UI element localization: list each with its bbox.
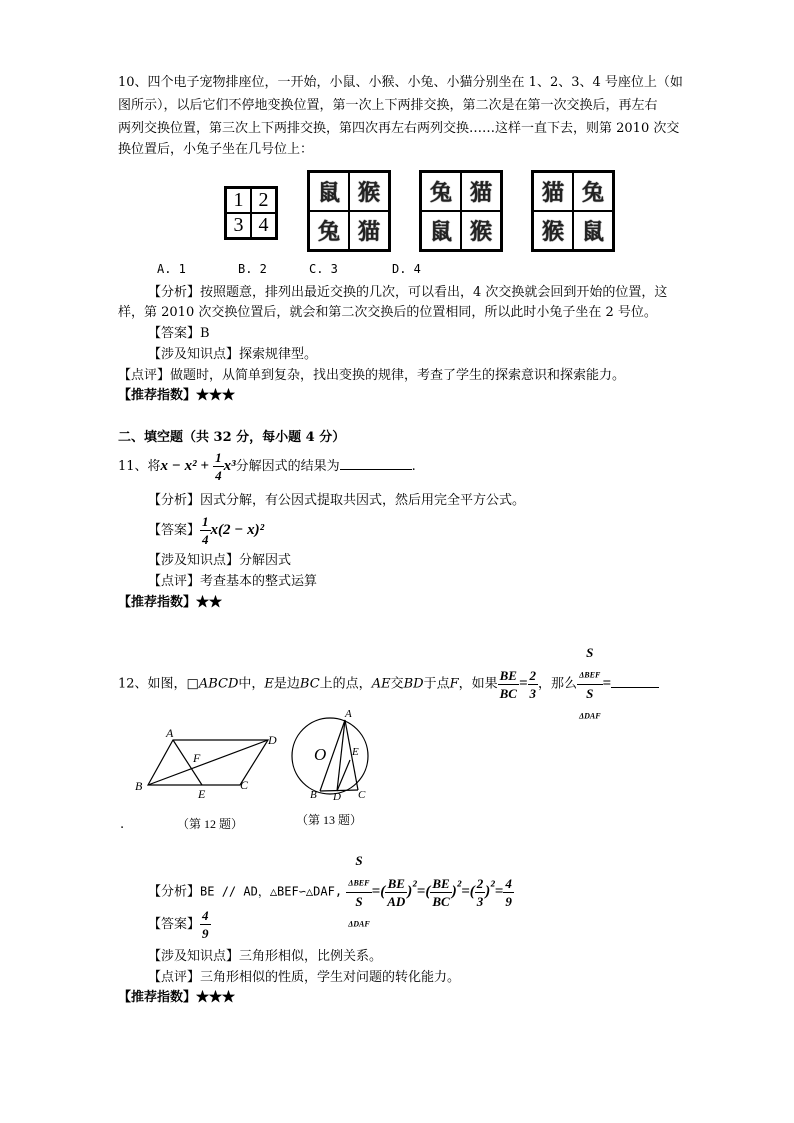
diagonal-bd: [148, 740, 268, 785]
label-e: E: [352, 746, 359, 758]
q11-fraction: $\frac{1}{4}$: [215, 450, 222, 483]
pet-arrangement-initial: [307, 170, 391, 252]
pet-mouse: 鼠: [573, 211, 613, 250]
q10-line-1: 10、四个电子宠物排座位，一开始，小鼠、小猴、小兔、小猫分别坐在 1、2、3、4 号座位上（如: [118, 75, 683, 90]
star-rating: ★★★: [196, 990, 236, 1005]
q12-knowledge: 【涉及知识点】三角形相似，比例关系。: [148, 949, 383, 964]
option-c: C. 3: [309, 262, 338, 276]
q12-analysis: 【分析】BE // AD，△BEF∽△DAF, S $_{\Delta BEF}$ S $_{\Delta DAF}$ =( $\frac{BE}{AD}$ )$^{^2}$=( $\frac{BE}{BC}$ )$^{^2}$=( $\frac{2}{3}$ )$^{^2}$= $\frac{4}{9}$: [148, 853, 512, 929]
pet-monkey: 猴: [461, 211, 501, 250]
fig13-caption: （第 13 题）: [296, 813, 363, 827]
pet-monkey: 猴: [533, 211, 573, 250]
q11-recommend: 【推荐指数】★★: [118, 595, 223, 610]
q11-answer: 【答案】 $\frac{1}{4}$ x(2 − x)²: [148, 514, 265, 547]
seat-2: 2: [251, 188, 276, 213]
parallelogram-figure: [148, 740, 268, 785]
label-d: D: [268, 733, 277, 747]
q10-knowledge: 【涉及知识点】探索规律型。: [148, 347, 318, 362]
answer-blank: [340, 469, 412, 470]
pet-monkey: 猴: [349, 172, 389, 211]
star-rating: ★★★: [196, 388, 236, 403]
q10-analysis-1: 【分析】按照题意，排列出最近交换的几次，可以看出，4 次交换就会回到开始的位置，这: [148, 285, 668, 300]
label-a: A: [345, 708, 352, 720]
q12-q13-figures: [128, 700, 388, 835]
option-d: D. 4: [392, 262, 421, 276]
q10-line-4: 换位置后，小兔子坐在几号位上：: [118, 142, 314, 157]
q12-question: 12、如图，□ABCD中，E是边BC上的点，AE交BD于点F，如果 $\frac{BE}{BC}$ = $\frac{2}{3}$ ，那么 S $_{\Delta BEF}$ S $_{\Delta DAF}$ =: [118, 644, 659, 724]
option-b: B. 2: [238, 262, 267, 276]
label-b: B: [135, 779, 143, 793]
label-o: O: [314, 745, 327, 764]
pet-cat: 猫: [533, 172, 573, 211]
seat-number-grid: [224, 186, 278, 240]
pet-cat: 猫: [349, 211, 389, 250]
answer-blank: [611, 687, 659, 688]
q10-recommend: 【推荐指数】★★★: [118, 388, 236, 403]
q10-analysis-2: 样，第 2010 次交换位置后，就会和第二次交换后的位置相同，所以此时小兔子坐在 2 号位。: [118, 305, 657, 320]
option-a: A. 1: [157, 262, 186, 276]
q10-line-3: 两列交换位置，第三次上下两排交换，第四次再左右两列交换……这样一直下去，则第 2010 次交: [118, 121, 680, 136]
pet-arrangement-swap-1: [419, 170, 503, 252]
pet-mouse: 鼠: [309, 172, 349, 211]
label-e: E: [198, 787, 206, 801]
star-rating: ★★: [196, 595, 223, 610]
q11-comment: 【点评】考查基本的整式运算: [148, 574, 318, 589]
q10-comment: 【点评】做题时，从简单到复杂，找出变换的规律，考查了学生的探索意识和探索能力。: [118, 368, 626, 383]
fig12-caption: （第 12 题）: [177, 817, 244, 831]
pet-rabbit: 兔: [421, 172, 461, 211]
label-a: A: [166, 726, 174, 740]
q11-analysis: 【分析】因式分解，有公因式提取共因式，然后用完全平方公式。: [148, 493, 526, 508]
seat-1: 1: [226, 188, 251, 213]
label-b: B: [310, 789, 317, 801]
label-f: F: [193, 751, 201, 765]
label-c: C: [240, 778, 249, 792]
q12-answer: 【答案】 $\frac{4}{9}$: [148, 908, 209, 941]
q10-line-2: 图所示），以后它们不停地变换位置，第一次上下两排交换，第二次是在第一次交换后，再左右: [118, 98, 658, 113]
q11-knowledge: 【涉及知识点】分解因式: [148, 553, 292, 568]
q11-question: 11、将x − x² + $\frac{1}{4}$ x³分解因式的结果为 .: [118, 450, 416, 483]
pet-mouse: 鼠: [421, 211, 461, 250]
seat-4: 4: [251, 213, 276, 238]
seat-3: 3: [226, 213, 251, 238]
stray-dot: .: [120, 817, 125, 832]
label-c: C: [358, 789, 366, 801]
pet-rabbit: 兔: [573, 172, 613, 211]
pet-rabbit: 兔: [309, 211, 349, 250]
section-title: 二、填空题（共 32 分，每小题 4 分）: [118, 430, 346, 445]
q12-comment: 【点评】三角形相似的性质，学生对问题的转化能力。: [148, 970, 461, 985]
pet-arrangement-swap-2: [531, 170, 615, 252]
label-d: D: [333, 791, 341, 803]
q10-answer: 【答案】B: [148, 326, 210, 341]
q12-recommend: 【推荐指数】★★★: [118, 990, 236, 1005]
pet-cat: 猫: [461, 172, 501, 211]
